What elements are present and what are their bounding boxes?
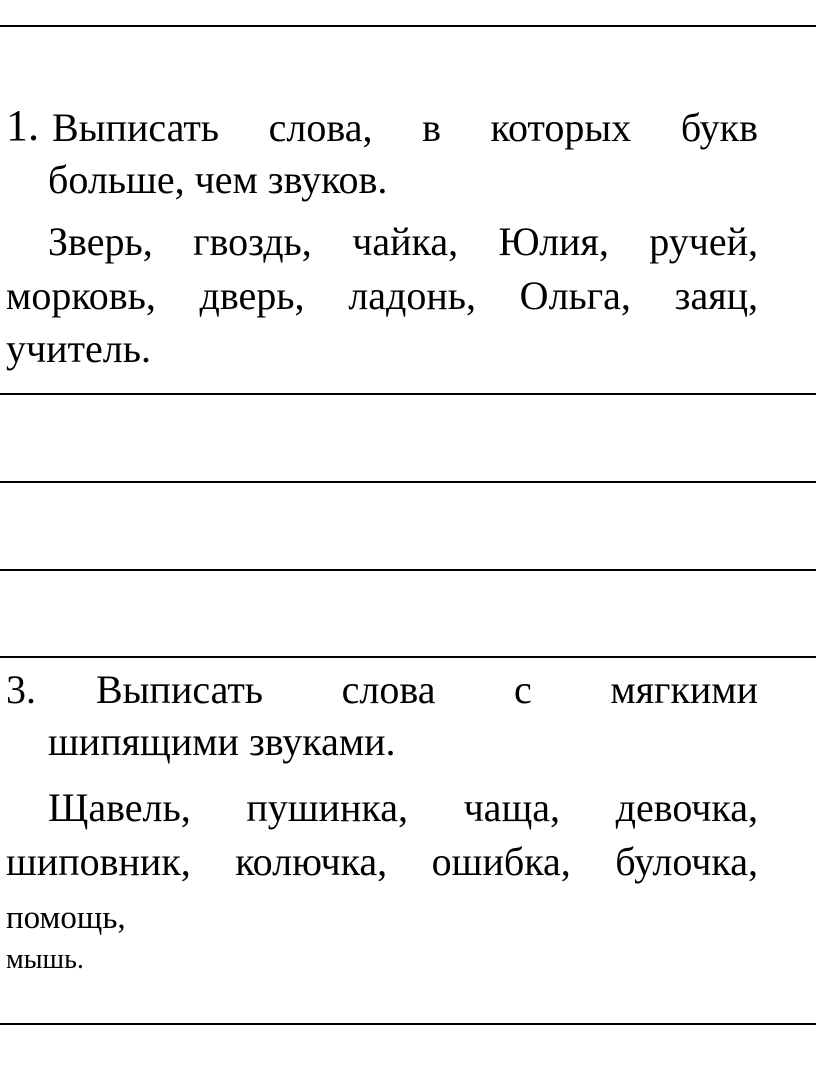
task-3-words-line-1: Щавель, пушинка, чаща, девочка,: [48, 785, 758, 830]
answer-line-4: [0, 656, 816, 658]
task-3-heading-line-1: Выписать слова с мягкими: [96, 667, 758, 712]
task-1-number: 1.: [6, 101, 39, 150]
task-1-words-line-3: учитель.: [6, 326, 151, 371]
task-3-words-line-3: помощь,: [6, 900, 126, 936]
answer-line-3: [0, 569, 816, 571]
task-1-words-line-1: Зверь, гвоздь, чайка, Юлия, ручей,: [48, 219, 758, 264]
task-1-words-line-2: морковь, дверь, ладонь, Ольга, заяц,: [6, 273, 758, 318]
rule-top: [0, 25, 816, 27]
answer-line-2: [0, 481, 816, 483]
task-3-words-line-4: мышь.: [6, 944, 84, 975]
task-3-number: 3.: [6, 667, 36, 712]
task-3-heading-line-2: шипящими звуками.: [48, 719, 396, 764]
rule-bottom: [0, 1023, 816, 1025]
task-3-words-line-2: шиповник, колючка, ошибка, булочка,: [6, 839, 758, 884]
task-1-heading-line-1: Выписать слова, в которых букв: [52, 105, 758, 150]
answer-line-1: [0, 393, 816, 395]
task-1-heading-line-2: больше, чем звуков.: [48, 157, 388, 202]
